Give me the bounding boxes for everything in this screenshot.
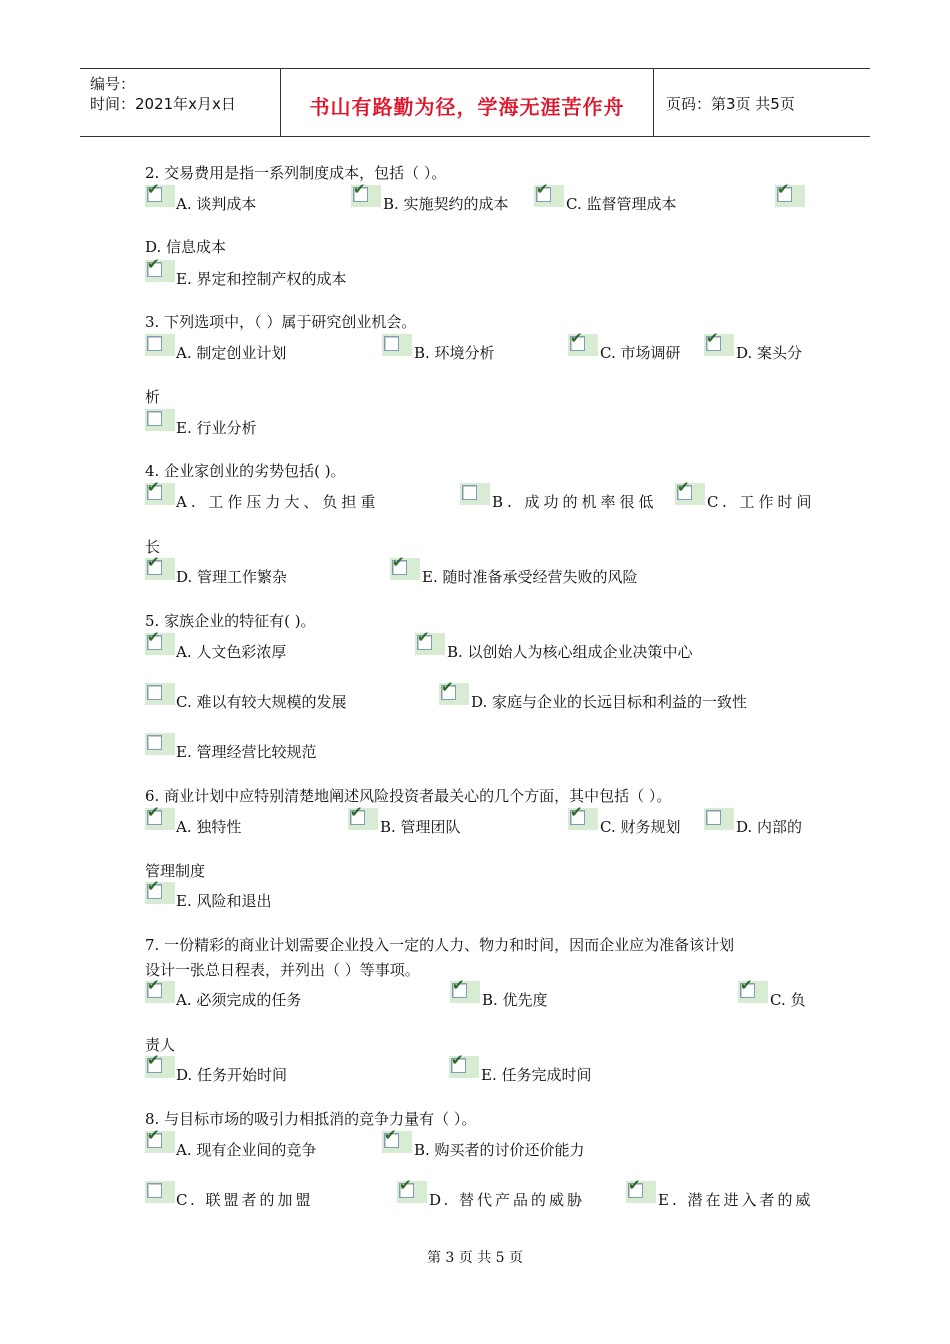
option-label: B. 购买者的讨价还价能力	[414, 1141, 585, 1159]
checkmark-icon: ✔	[441, 678, 454, 696]
checkbox[interactable]	[145, 628, 175, 655]
checkmark-icon: ✔	[392, 553, 405, 571]
checkbox[interactable]	[775, 180, 805, 207]
checkbox[interactable]	[351, 180, 381, 207]
checkbox[interactable]	[145, 877, 175, 904]
checkmark-icon: ✔	[147, 1126, 160, 1144]
option-label-wrap: 管理制度	[145, 862, 206, 880]
option-label: B. 环境分析	[414, 344, 495, 362]
option-label: B. 管理团队	[380, 818, 461, 836]
checkmark-icon: ✔	[147, 803, 160, 821]
checkbox[interactable]	[439, 678, 469, 705]
option-label: C. 负	[770, 991, 806, 1009]
option-label: C. 联盟者的加盟	[176, 1191, 314, 1209]
option-label: D. 替代产品的威胁	[429, 1191, 586, 1209]
checkmark-icon: ✔	[353, 180, 366, 198]
checkmark-icon: ✔	[706, 329, 719, 347]
checkbox[interactable]	[415, 628, 445, 655]
time-label: 时间：2021年x月x日	[90, 95, 236, 113]
option-label: E. 管理经营比较规范	[176, 743, 317, 761]
checkbox[interactable]	[704, 329, 734, 356]
checkbox[interactable]	[449, 1051, 479, 1078]
question-2: 2. 交易费用是指一系列制度成本，包括（ ）。	[145, 164, 447, 182]
checkmark-icon: ✔	[147, 553, 160, 571]
checkmark-icon: ✔	[628, 1176, 641, 1194]
checkbox[interactable]	[145, 409, 175, 431]
checkbox[interactable]	[568, 329, 598, 356]
page-footer: 第 3 页 共 5 页	[426, 1250, 524, 1266]
checkbox[interactable]	[390, 553, 420, 580]
option-label: A. 人文色彩浓厚	[176, 643, 287, 661]
checkbox[interactable]	[460, 483, 490, 505]
page-header	[80, 68, 870, 137]
option-label: D. 案头分	[736, 344, 803, 362]
option-label: D. 任务开始时间	[176, 1066, 288, 1084]
checkbox[interactable]	[675, 478, 705, 505]
option-label: A. 必须完成的任务	[176, 991, 302, 1009]
checkbox[interactable]	[738, 976, 768, 1003]
checkbox[interactable]	[534, 180, 564, 207]
option-label: C. 市场调研	[600, 344, 681, 362]
checkbox[interactable]	[348, 803, 378, 830]
checkbox[interactable]	[450, 976, 480, 1003]
checkbox[interactable]	[568, 803, 598, 830]
checkmark-icon: ✔	[350, 803, 363, 821]
checkmark-icon: ✔	[399, 1176, 412, 1194]
option-label: B. 成功的机率很低	[492, 493, 658, 511]
header-meta	[80, 69, 281, 136]
checkbox[interactable]	[145, 334, 175, 356]
option-label: A. 工作压力大、负担重	[176, 493, 380, 511]
checkmark-icon: ✔	[536, 180, 549, 198]
question-4: 4. 企业家创业的劣势包括( )。	[145, 462, 346, 480]
option-label: A. 制定创业计划	[176, 344, 287, 362]
checkbox[interactable]	[626, 1176, 656, 1203]
checkbox[interactable]	[145, 180, 175, 207]
option-label-wrap: 责人	[145, 1036, 176, 1054]
option-label: E. 随时准备承受经营失败的风险	[422, 568, 638, 586]
checkbox[interactable]	[382, 1126, 412, 1153]
option-label: D. 家庭与企业的长远目标和利益的一致性	[471, 693, 748, 711]
checkmark-icon: ✔	[147, 255, 160, 273]
motto: 书山有路勤为径，学海无涯苦作舟	[309, 95, 625, 119]
checkbox[interactable]	[145, 976, 175, 1003]
checkmark-icon: ✔	[777, 180, 790, 198]
option-label-wrap: 长	[145, 538, 161, 556]
checkmark-icon: ✔	[452, 976, 465, 994]
option-label: C. 工作时间	[707, 493, 816, 511]
question-7-line-2: 设计一张总日程表，并列出（ ）等事项。	[145, 961, 420, 979]
checkbox[interactable]	[145, 553, 175, 580]
checkbox[interactable]	[145, 478, 175, 505]
header-page-cell	[654, 69, 870, 136]
option-label: B. 以创始人为核心组成企业决策中心	[447, 643, 693, 661]
checkmark-icon: ✔	[451, 1051, 464, 1069]
option-label: C. 难以有较大规模的发展	[176, 693, 347, 711]
checkmark-icon: ✔	[570, 329, 583, 347]
option-label: B. 实施契约的成本	[383, 195, 509, 213]
question-8: 8. 与目标市场的吸引力相抵消的竞争力量有（ ）。	[145, 1110, 477, 1128]
checkmark-icon: ✔	[147, 628, 160, 646]
checkbox[interactable]	[145, 683, 175, 705]
checkbox[interactable]	[145, 1181, 175, 1203]
option-label: A. 谈判成本	[176, 195, 257, 213]
header-motto-cell	[281, 69, 654, 136]
checkmark-icon: ✔	[677, 478, 690, 496]
option-label: E. 风险和退出	[176, 892, 272, 910]
page-number: 页码：第3页 共5页	[666, 95, 795, 113]
checkbox[interactable]	[382, 334, 412, 356]
option-label: E. 行业分析	[176, 419, 257, 437]
checkbox[interactable]	[397, 1176, 427, 1203]
question-3: 3. 下列选项中，（ ）属于研究创业机会。	[145, 313, 417, 331]
checkbox[interactable]	[704, 808, 734, 830]
checkmark-icon: ✔	[147, 1051, 160, 1069]
checkmark-icon: ✔	[147, 976, 160, 994]
checkmark-icon: ✔	[740, 976, 753, 994]
checkmark-icon: ✔	[570, 803, 583, 821]
option-label: C. 财务规划	[600, 818, 681, 836]
question-6: 6. 商业计划中应特别清楚地阐述风险投资者最关心的几个方面，其中包括（ ）。	[145, 787, 672, 805]
code-label: 编号：	[90, 75, 136, 93]
checkbox[interactable]	[145, 1126, 175, 1153]
question-5: 5. 家族企业的特征有( )。	[145, 612, 316, 630]
option-label: E. 界定和控制产权的成本	[176, 270, 347, 288]
checkbox[interactable]	[145, 255, 175, 282]
checkmark-icon: ✔	[147, 180, 160, 198]
checkmark-icon: ✔	[147, 478, 160, 496]
option-label: A. 独特性	[176, 818, 242, 836]
checkmark-icon: ✔	[384, 1126, 397, 1144]
option-label: D. 管理工作繁杂	[176, 568, 288, 586]
checkbox[interactable]	[145, 1051, 175, 1078]
option-label: B. 优先度	[482, 991, 548, 1009]
question-7-line-1: 7. 一份精彩的商业计划需要企业投入一定的人力、物力和时间，因而企业应为准备该计划	[145, 936, 735, 954]
checkmark-icon: ✔	[417, 628, 430, 646]
option-label: E. 潜在进入者的威	[658, 1191, 814, 1209]
option-label: E. 任务完成时间	[481, 1066, 592, 1084]
checkmark-icon: ✔	[147, 877, 160, 895]
option-label: D. 内部的	[736, 818, 803, 836]
option-label: C. 监督管理成本	[566, 195, 677, 213]
option-label-wrap: 析	[145, 388, 161, 406]
option-label: A. 现有企业间的竞争	[176, 1141, 317, 1159]
option-label: D. 信息成本	[145, 238, 227, 256]
checkbox[interactable]	[145, 803, 175, 830]
checkbox[interactable]	[145, 733, 175, 755]
